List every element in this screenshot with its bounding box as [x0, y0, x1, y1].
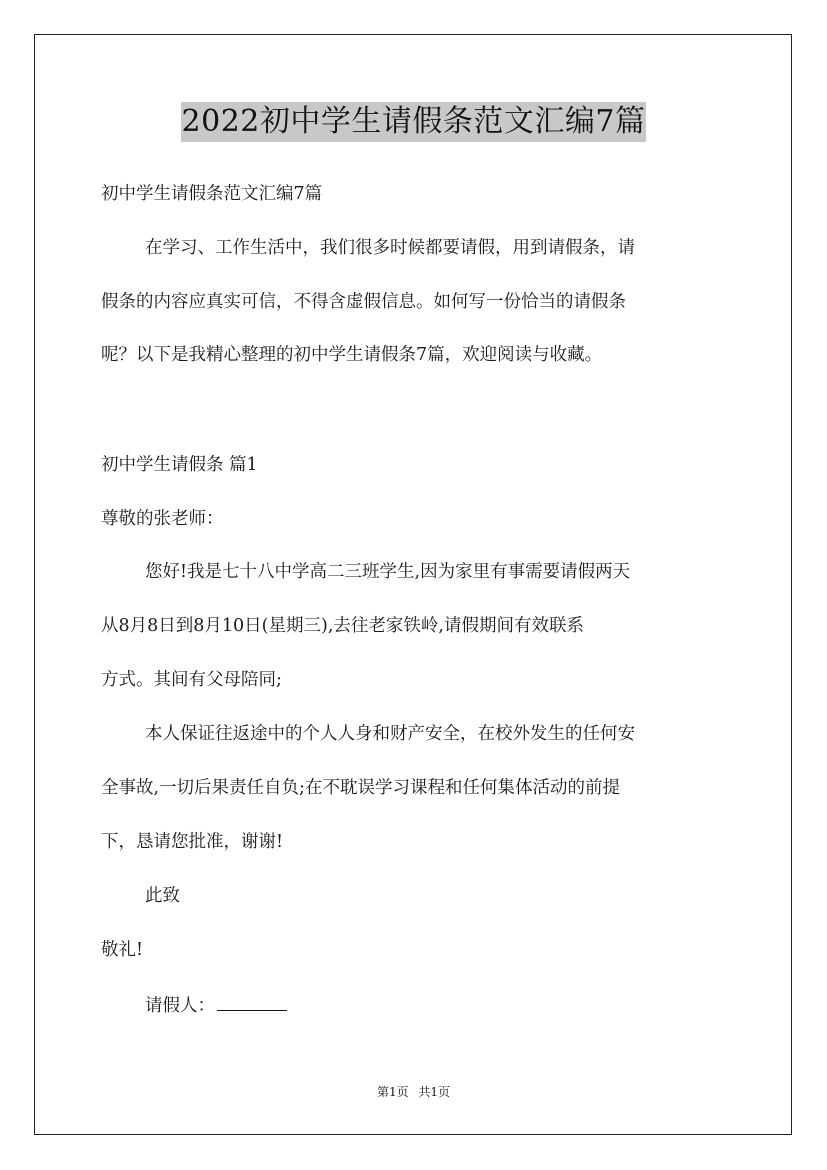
document-subtitle: 初中学生请假条范文汇编7篇 — [101, 184, 323, 204]
para2-line-3: 下，恳请您批准，谢谢! — [101, 832, 284, 852]
para1-line-1: 您好!我是七十八中学高二三班学生,因为家里有事需要请假两天 — [145, 562, 631, 582]
closing-jingli: 敬礼! — [101, 940, 144, 960]
salutation: 尊敬的张老师： — [101, 509, 224, 529]
para1-line-2: 从8月8日到8月10日(星期三),去往老家铁岭,请假期间有效联系 — [101, 616, 584, 636]
section-heading: 初中学生请假条 篇1 — [101, 455, 258, 475]
intro-line-1: 在学习、工作生活中，我们很多时候都要请假，用到请假条，请 — [145, 238, 635, 258]
signature-blank-line — [217, 992, 287, 1011]
closing-cizhi: 此致 — [145, 886, 180, 906]
intro-line-3: 呢？以下是我精心整理的初中学生请假条7篇，欢迎阅读与收藏。 — [101, 345, 603, 365]
signature-label: 请假人： — [145, 996, 215, 1016]
page-current: 第1页 — [376, 1085, 409, 1099]
signature-row — [145, 992, 287, 1018]
document-title: 2022初中学生请假条范文汇编7篇 — [181, 102, 647, 142]
page-total: 共1页 — [418, 1085, 451, 1099]
para2-line-1: 本人保证往返途中的个人人身和财产安全，在校外发生的任何安 — [145, 724, 635, 744]
title-container — [0, 102, 827, 142]
para2-line-2: 全事故,一切后果责任自负;在不耽误学习课程和任何集体活动的前提 — [101, 778, 620, 798]
page-footer — [0, 1084, 827, 1100]
para1-line-3: 方式。其间有父母陪同; — [101, 670, 282, 690]
intro-line-2: 假条的内容应真实可信，不得含虚假信息。如何写一份恰当的请假条 — [101, 292, 626, 312]
